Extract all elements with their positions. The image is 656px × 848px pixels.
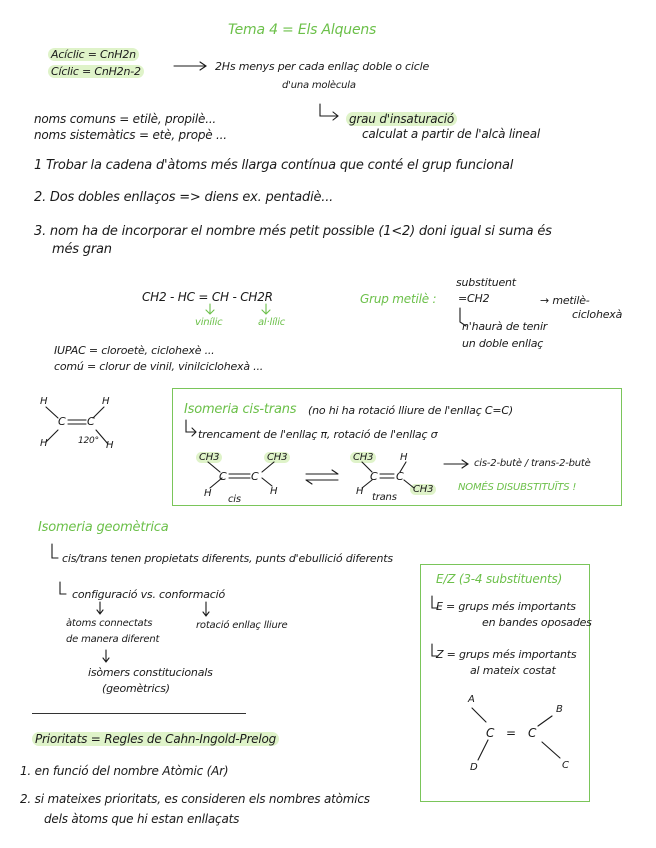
ch2-label: =CH2 [458, 292, 490, 305]
isomers-arrow-icon [103, 650, 109, 662]
cis-c1: C [219, 470, 227, 483]
rule-2: 2. Dos dobles enllaços => diens ex. pentadiè... [34, 190, 334, 205]
cis-h2: H [270, 486, 278, 497]
unsat-arrow-icon [320, 104, 338, 120]
trans-bonds [362, 462, 414, 488]
unsaturation-note: calculat a partir de l'alcà lineal [362, 127, 540, 141]
constitutional-isomers: isòmers constitucionals [88, 666, 213, 679]
rule-3-cont: més gran [52, 242, 112, 257]
butene-arrow-icon [444, 460, 468, 468]
ethene-bonds [46, 407, 108, 444]
ciclic-formula: Cíclic = CnH2n-2 [48, 65, 144, 78]
ez-hooks [432, 596, 438, 656]
allyl-formula: CH2 - HC = CH - CH2R [142, 290, 273, 304]
sub-d: D [470, 762, 478, 773]
priority-rule-2-cont: dels àtoms que hi estan enllaçats [44, 812, 240, 826]
trans-h-top: H [400, 452, 408, 463]
disubstituted-note: NOMÉS DISUBSTITUÏTS ! [458, 482, 577, 493]
free-rotation: rotació enllaç lliure [196, 620, 288, 631]
allilic-label: al·lílic [258, 317, 286, 328]
z-definition: Z = grups més importants [436, 648, 577, 661]
sub-c: C [562, 760, 569, 771]
geo-hook-2 [60, 582, 66, 594]
cis-trans-note: (no hi ha rotació lliure de l'enllaç C=C) [308, 404, 513, 417]
ez-bonds [472, 708, 560, 760]
unsaturation-title: grau d'insaturació [346, 112, 457, 126]
butene-example: cis-2-butè / trans-2-butè [474, 458, 591, 469]
cis-ch3-left: CH3 [196, 452, 222, 463]
rule-3: 3. nom ha de incorporar el nombre més petit possible (1<2) doni igual si suma és [34, 224, 552, 239]
priorities-title: Prioritats = Regles de Cahn-Ingold-Prelog [32, 732, 279, 746]
cis-h1: H [204, 488, 212, 499]
ethene-c2: C [87, 415, 95, 428]
cis-c2: C [251, 470, 259, 483]
substituent-hook [460, 308, 466, 326]
ez-title: E/Z (3-4 substituents) [436, 572, 563, 586]
trans-double-bond [380, 474, 394, 478]
iupac-names: IUPAC = cloroetè, ciclohexè ... [54, 344, 215, 357]
cis-label: cis [228, 494, 241, 505]
double-bond-note: n'haurà de tenir [462, 320, 548, 333]
vinilic-label: vinílic [195, 317, 223, 328]
trans-ch3-top: CH3 [350, 452, 376, 463]
allilic-arrow-icon [262, 304, 270, 314]
atoms-arrow-icon [97, 602, 103, 614]
ez-c2: C [528, 726, 537, 740]
trans-c1: C [370, 470, 378, 483]
common-names: noms comuns = etilè, propilè... [34, 112, 217, 126]
priority-rule-1: 1. en funció del nombre Atòmic (Ar) [20, 764, 229, 778]
cis-double-bond [229, 474, 250, 478]
rotation-arrow-icon [203, 602, 209, 616]
trans-ch3-bottom: CH3 [410, 484, 436, 495]
methylene-example: → metilè- [540, 294, 590, 307]
geometric-note: cis/trans tenen propietats diferents, punts d'ebullició diferents [62, 552, 393, 565]
ethene-h3: H [40, 438, 48, 449]
geometric-isomerism-title: Isomeria geomètrica [38, 520, 169, 535]
rule-1: 1 Trobar la cadena d'àtoms més llarga contínua que conté el grup funcional [34, 158, 514, 173]
page-title: Tema 4 = Els Alquens [228, 22, 377, 38]
geo-hook-1 [52, 544, 58, 558]
hydrogen-note-2: d'una molècula [282, 80, 356, 91]
vinilic-arrow-icon [206, 304, 214, 314]
e-definition-2: en bandes oposades [482, 616, 592, 629]
ethene-h1: H [40, 396, 48, 407]
cis-bonds [208, 462, 274, 488]
methylene-group-label: Grup metilè : [360, 292, 437, 306]
atoms-connected-2: de manera diferent [66, 634, 160, 645]
cis-ch3-right: CH3 [264, 452, 290, 463]
trans-h-bottom: H [356, 486, 364, 497]
trans-c2: C [396, 470, 404, 483]
ethene-double-bond [68, 420, 86, 424]
ethene-c1: C [58, 415, 66, 428]
substituent-label: substituent [456, 276, 516, 289]
pi-bond-note: trencament de l'enllaç π, rotació de l'enllaç σ [198, 428, 438, 441]
ez-c1: C [486, 726, 495, 740]
equilibrium-arrows-icon [306, 470, 338, 484]
trans-label: trans [372, 492, 397, 503]
cis-trans-title: Isomeria cis-trans [184, 402, 297, 417]
ethene-h2: H [102, 396, 110, 407]
priority-rule-2: 2. si mateixes prioritats, es consideren els nombres atòmics [20, 792, 370, 806]
common-vinyl-names: comú = clorur de vinil, vinilciclohexà ... [54, 360, 264, 373]
methylene-example-2: ciclohexà [572, 308, 623, 321]
atoms-connected: àtoms connectats [66, 618, 153, 629]
aciclic-formula: Acíclic = CnH2n [48, 48, 139, 61]
cis-trans-hook-icon [186, 420, 196, 436]
constitutional-isomers-2: (geomètrics) [102, 682, 170, 695]
bond-angle-label: 120° [78, 436, 99, 446]
formula-arrow-icon [174, 62, 206, 70]
e-definition: E = grups més importants [436, 600, 576, 613]
ez-eq: = [506, 726, 516, 740]
sub-a: A [468, 694, 475, 705]
hydrogen-note: 2Hs menys per cada enllaç doble o cicle [215, 60, 430, 73]
config-vs-conform: configuració vs. conformació [72, 588, 226, 601]
ethene-h4: H [106, 440, 114, 451]
systematic-names: noms sistemàtics = etè, propè ... [34, 128, 227, 142]
sub-b: B [556, 704, 563, 715]
double-bond-note-2: un doble enllaç [462, 337, 544, 350]
z-definition-2: al mateix costat [470, 664, 556, 677]
